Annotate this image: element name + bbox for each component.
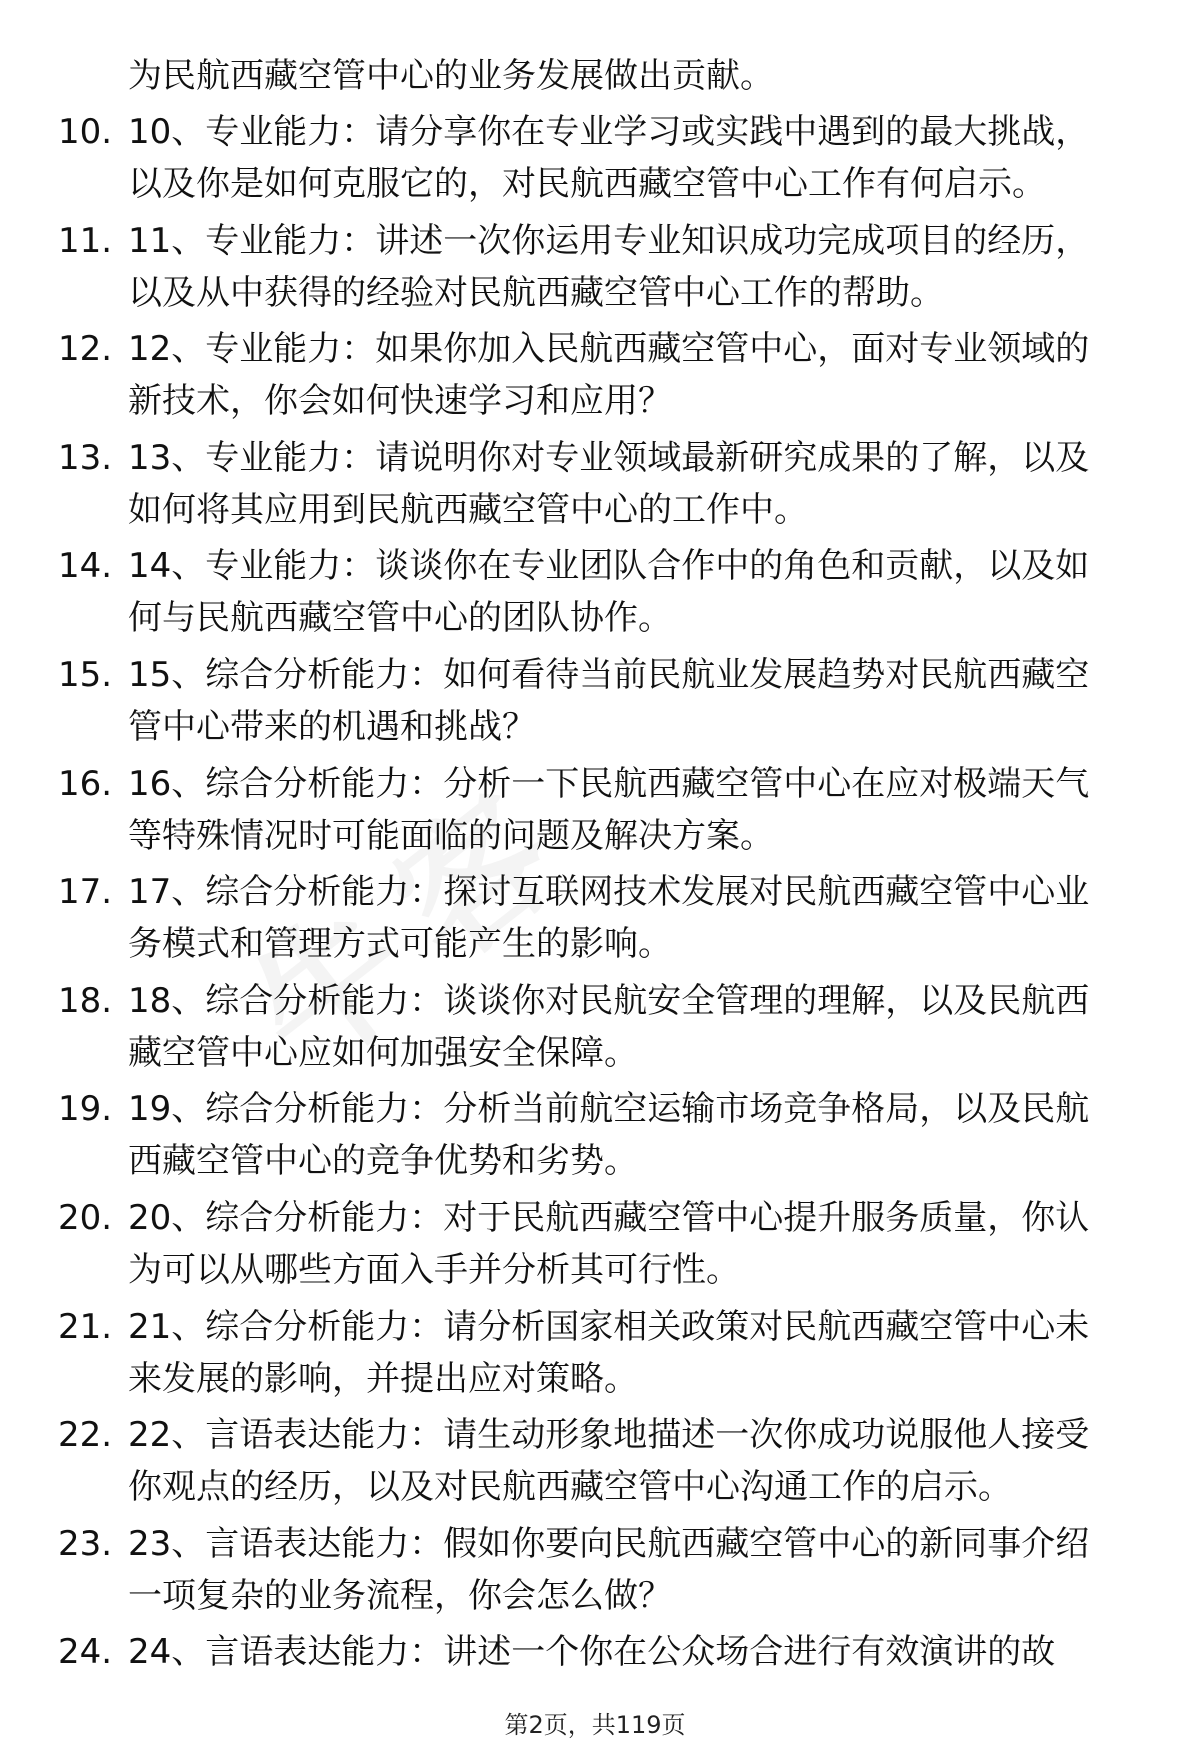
- list-item-line: 16、综合分析能力：分析一下民航西藏空管中心在应对极端天气: [128, 763, 1090, 804]
- list-item-line: 10、专业能力：请分享你在专业学习或实践中遇到的最大挑战，: [128, 112, 1090, 152]
- list-item: [0, 649, 1190, 753]
- list-item-text: [128, 215, 1168, 319]
- list-item-text: [128, 1083, 1168, 1187]
- list-item-line: 新技术，你会如何快速学习和应用？: [128, 381, 672, 422]
- list-item-line: 藏空管中心应如何加强安全保障。: [128, 1032, 638, 1073]
- list-item-number: 15.: [58, 654, 113, 695]
- list-item-line: 12、专业能力：如果你加入民航西藏空管中心，面对专业领域的: [128, 329, 1090, 370]
- list-item: [0, 432, 1190, 536]
- list-item-text: [128, 1518, 1168, 1622]
- list-item-line: 来发展的影响，并提出应对策略。: [128, 1358, 638, 1399]
- continuation-text: 为民航西藏空管中心的业务发展做出贡献。: [128, 56, 774, 96]
- list-item-line: 18、综合分析能力：谈谈你对民航安全管理的理解，以及民航西: [128, 980, 1090, 1021]
- list-item-number: 10.: [58, 112, 113, 152]
- list-item-line: 如何将其应用到民航西藏空管中心的工作中。: [128, 489, 808, 530]
- list-item-line: 11、专业能力：讲述一次你运用专业知识成功完成项目的经历，: [128, 220, 1090, 261]
- list-item-number: 12.: [58, 329, 113, 370]
- list-item: [0, 1192, 1190, 1296]
- list-item: [0, 1083, 1190, 1187]
- list-item-line: 何与民航西藏空管中心的团队协作。: [128, 598, 672, 639]
- list-item-line: 19、综合分析能力：分析当前航空运输市场竞争格局，以及民航: [128, 1089, 1090, 1130]
- list-item-number: 22.: [58, 1415, 113, 1456]
- list-item-number: 19.: [58, 1089, 113, 1130]
- list-item-line: 17、综合分析能力：探讨互联网技术发展对民航西藏空管中心业: [128, 872, 1090, 913]
- list-item: [0, 758, 1190, 862]
- list-item-text: [128, 649, 1168, 753]
- list-item: [0, 323, 1190, 427]
- list-item-line: 23、言语表达能力：假如你要向民航西藏空管中心的新同事介绍: [128, 1523, 1090, 1564]
- list-item: [0, 1301, 1190, 1405]
- list-item-text: [128, 758, 1168, 862]
- list-item-number: 13.: [58, 437, 113, 478]
- list-item-number: 16.: [58, 763, 113, 804]
- list-item-line: 21、综合分析能力：请分析国家相关政策对民航西藏空管中心未: [128, 1306, 1090, 1347]
- list-item-text: [128, 323, 1168, 427]
- list-item-text: [128, 1409, 1168, 1513]
- list-item-line: 24、言语表达能力：讲述一个你在公众场合进行有效演讲的故: [128, 1632, 1056, 1673]
- list-item: [0, 106, 1190, 210]
- list-item-text: [128, 540, 1168, 644]
- list-item-number: 24.: [58, 1632, 113, 1673]
- list-item-number: 17.: [58, 872, 113, 913]
- list-item-line: 务模式和管理方式可能产生的影响。: [128, 924, 672, 965]
- list-item-text: [128, 975, 1168, 1079]
- list-item-line: 管中心带来的机遇和挑战？: [128, 706, 536, 747]
- list-item: [0, 215, 1190, 319]
- list-item-line: 20、综合分析能力：对于民航西藏空管中心提升服务质量，你认: [128, 1197, 1090, 1238]
- question-list: [0, 106, 1190, 1735]
- list-item-line: 14、专业能力：谈谈你在专业团队合作中的角色和贡献，以及如: [128, 546, 1090, 587]
- list-item-text: [128, 1301, 1168, 1405]
- list-item-line: 你观点的经历，以及对民航西藏空管中心沟通工作的启示。: [128, 1467, 1012, 1508]
- list-item-line: 22、言语表达能力：请生动形象地描述一次你成功说服他人接受: [128, 1415, 1090, 1456]
- list-item-line: 西藏空管中心的竞争优势和劣势。: [128, 1141, 638, 1182]
- list-item-number: 11.: [58, 220, 113, 261]
- list-item-line: 15、综合分析能力：如何看待当前民航业发展趋势对民航西藏空: [128, 654, 1090, 695]
- list-item-number: 18.: [58, 980, 113, 1021]
- list-item-text: [128, 106, 1168, 210]
- list-item: [0, 975, 1190, 1079]
- list-item-line: 为可以从哪些方面入手并分析其可行性。: [128, 1249, 740, 1290]
- list-item-line: 等特殊情况时可能面临的问题及解决方案。: [128, 815, 774, 856]
- page-footer: 第2页，共119页: [504, 1711, 686, 1739]
- list-item-text: [128, 866, 1168, 970]
- list-item-text: [128, 1192, 1168, 1296]
- list-item-number: 23.: [58, 1523, 113, 1564]
- list-item-number: 21.: [58, 1306, 113, 1347]
- list-item-number: 14.: [58, 546, 113, 587]
- list-item-text: [128, 432, 1168, 536]
- list-item-text: [128, 1626, 1168, 1678]
- list-item-number: 20.: [58, 1197, 113, 1238]
- list-item-line: 13、专业能力：请说明你对专业领域最新研究成果的了解，以及: [128, 437, 1090, 478]
- list-item: [0, 1409, 1190, 1513]
- list-item: [0, 866, 1190, 970]
- list-item: [0, 1518, 1190, 1622]
- list-item-line: 以及你是如何克服它的，对民航西藏空管中心工作有何启示。: [128, 164, 1046, 204]
- list-item-line: 一项复杂的业务流程，你会怎么做？: [128, 1575, 672, 1616]
- list-item-line: 以及从中获得的经验对民航西藏空管中心工作的帮助。: [128, 272, 944, 313]
- list-item: [0, 540, 1190, 644]
